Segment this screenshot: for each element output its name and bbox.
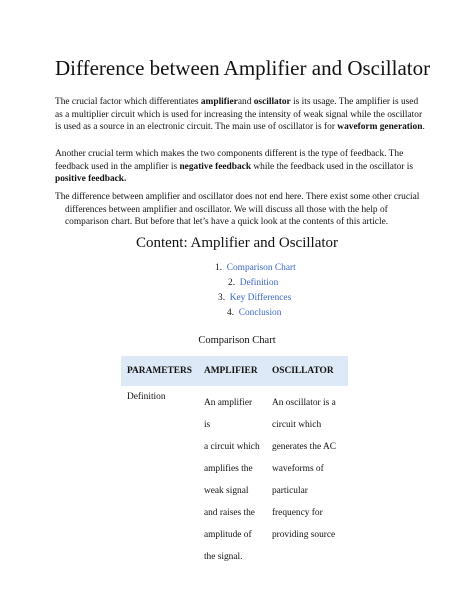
page-title: Difference between Amplifier and Oscillator — [55, 56, 431, 80]
cell-oscillator — [266, 386, 348, 568]
para1-bold-amplifier: amplifier — [200, 97, 238, 107]
intro-paragraph — [55, 96, 427, 134]
feedback-paragraph — [55, 148, 427, 186]
table-row — [121, 386, 348, 568]
osc-line: circuit which — [271, 420, 322, 430]
osc-line: frequency for — [271, 508, 323, 518]
toc-item[interactable] — [200, 291, 296, 306]
toc-link-conclusion[interactable]: Conclusion — [238, 308, 282, 318]
toc-item[interactable] — [200, 276, 296, 291]
difference-paragraph — [55, 191, 427, 229]
header-oscillator: OSCILLATOR — [266, 356, 348, 386]
toc-item[interactable] — [200, 306, 296, 321]
toc-link-comparison-chart[interactable]: Comparison Chart — [226, 263, 296, 273]
table-header-row — [121, 356, 348, 386]
para2-text-1: Another crucial term which makes the two components different is the type of feedback. The feedback used in the amplifier is — [55, 149, 404, 172]
para1-text-3: is its usage. The amplifier is used as a multiplier circuit which is used for increasing the intensity of weak signal while the oscillator is used as a source in an electronic circuit. The main use of oscillator is for — [55, 97, 423, 133]
toc-link-definition[interactable]: Definition — [239, 278, 279, 288]
para1-bold-oscillator: oscillator — [253, 97, 291, 107]
toc-link-key-differences[interactable]: Key Differences — [229, 293, 292, 303]
table-of-contents — [200, 261, 296, 321]
amp-line: a circuit which — [203, 442, 260, 452]
amp-line: amplitude of — [203, 530, 252, 540]
comparison-table — [121, 356, 348, 568]
toc-number: 4. — [227, 308, 235, 318]
param-definition: Definition — [127, 392, 166, 402]
osc-line: waveforms of — [271, 464, 324, 474]
contents-heading: Content: Amplifier and Oscillator — [135, 235, 339, 251]
para2-bold-negative: negative feedback — [179, 161, 252, 172]
para1-text-2: and — [237, 97, 254, 107]
cell-amplifier — [198, 386, 266, 568]
para2-text-2: while the feedback used in the oscillator is — [251, 161, 413, 172]
osc-line: providing source — [271, 530, 336, 540]
amp-line: the signal. — [203, 552, 243, 562]
toc-number: 1. — [215, 263, 223, 273]
chart-caption: Comparison Chart — [198, 335, 276, 346]
amp-line: and raises the — [203, 508, 255, 518]
toc-item[interactable] — [200, 261, 296, 276]
header-parameters: PARAMETERS — [121, 356, 198, 386]
para1-text-4: . — [422, 122, 425, 133]
amp-line: amplifies the — [203, 464, 253, 474]
para2-bold-positive: positive feedback. — [55, 174, 127, 185]
amp-line: weak signal — [203, 486, 249, 496]
para3-line1: The difference between amplifier and oscillator does not end here. There exist some other crucial — [55, 192, 420, 202]
osc-line: generates the AC — [271, 442, 336, 452]
cell-parameter — [121, 386, 198, 568]
toc-number: 3. — [218, 293, 226, 303]
toc-number: 2. — [228, 278, 236, 288]
header-amplifier: AMPLIFIER — [198, 356, 266, 386]
osc-line: An oscillator is a — [271, 398, 336, 408]
osc-line: particular — [271, 486, 308, 496]
para1-text-1: The crucial factor which differentiates — [55, 97, 201, 107]
para1-bold-waveform: waveform generation — [337, 122, 423, 133]
amp-line: An amplifier is — [203, 398, 253, 430]
para3-rest: differences between amplifier and oscillator. We will discuss all those with the help of comparison chart. But before that let’s have a quick look at the contents of this article. — [65, 204, 389, 228]
